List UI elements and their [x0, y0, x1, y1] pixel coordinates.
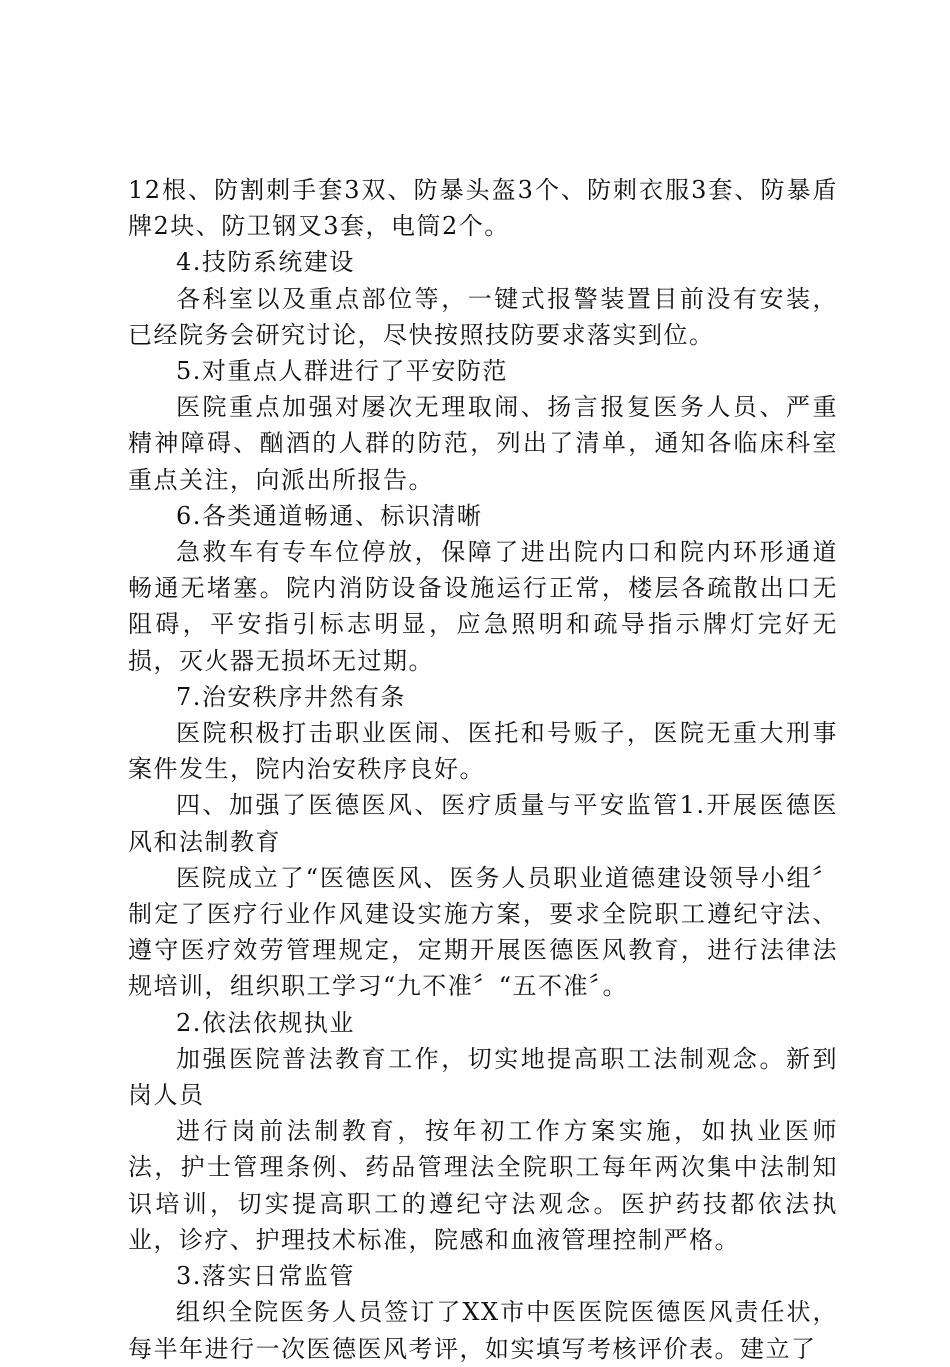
- paragraph-tech-defense: 各科室以及重点部位等，一键式报警装置目前没有安装，已经院务会研究讨论，尽快按照技防要求落实到位。: [128, 284, 838, 349]
- paragraph-passages: 急救车有专车位停放，保障了进出院内口和院内环形通道畅通无堵塞。院内消防设备设施运行正常，楼层各疏散出口无阻碍，平安指引标志明显，应急照明和疏导指示牌灯完好无损，灭火器无损坏无过期。: [128, 538, 838, 675]
- paragraph-public-order: 医院积极打击职业医闹、医托和号贩子，医院无重大刑事案件发生，院内治安秩序良好。: [128, 719, 838, 784]
- paragraph-equipment-list: 12根、防割刺手套3双、防暴头盔3个、防刺衣服3套、防暴盾牌2块、防卫钢叉3套，电筒2个。: [128, 176, 838, 241]
- heading-passages: 6.各类通道畅通、标识清晰: [176, 501, 483, 530]
- paragraph-pre-job-training: 进行岗前法制教育，按年初工作方案实施，如执业医师法，护士管理条例、药品管理法全院职工每年两次集中法制知识培训，切实提高职工的遵纪守法观念。医护药技都依法执业，诊疗、护理技术标准，院感和血液管理控制严格。: [128, 1117, 838, 1254]
- heading-key-groups: 5.对重点人群进行了平安防范: [176, 357, 508, 386]
- paragraph-key-groups: 医院重点加强对屡次无理取闹、扬言报复医务人员、严重精神障碍、酗酒的人群的防范，列出了清单，通知各临床科室重点关注，向派出所报告。: [128, 393, 838, 494]
- heading-tech-defense: 4.技防系统建设: [176, 248, 355, 277]
- heading-section-four: 四、加强了医德医风、医疗质量与平安监管1.开展医德医风和法制教育: [128, 791, 838, 856]
- heading-public-order: 7.治安秩序井然有条: [176, 682, 406, 711]
- document-body: [128, 172, 838, 1367]
- heading-daily-supervision: 3.落实日常监管: [176, 1262, 355, 1291]
- paragraph-daily-supervision: 组织全院医务人员签订了XX市中医医院医德医风责任状，每半年进行一次医德医风考评，如实填写考核评价表。建立了: [128, 1298, 838, 1363]
- paragraph-legal-education: 加强医院普法教育工作，切实地提高职工法制观念。新到岗人员: [128, 1044, 838, 1110]
- heading-lawful-practice: 2.依法依规执业: [176, 1008, 355, 1037]
- paragraph-ethics-group: 医院成立了“医德医风、医务人员职业道德建设领导小组〞制定了医疗行业作风建设实施方案，要求全院职工遵纪守法、遵守医疗效劳管理规定，定期开展医德医风教育，进行法律法规培训，组织职工学习“九不准〞“五不准〞。: [128, 863, 838, 1001]
